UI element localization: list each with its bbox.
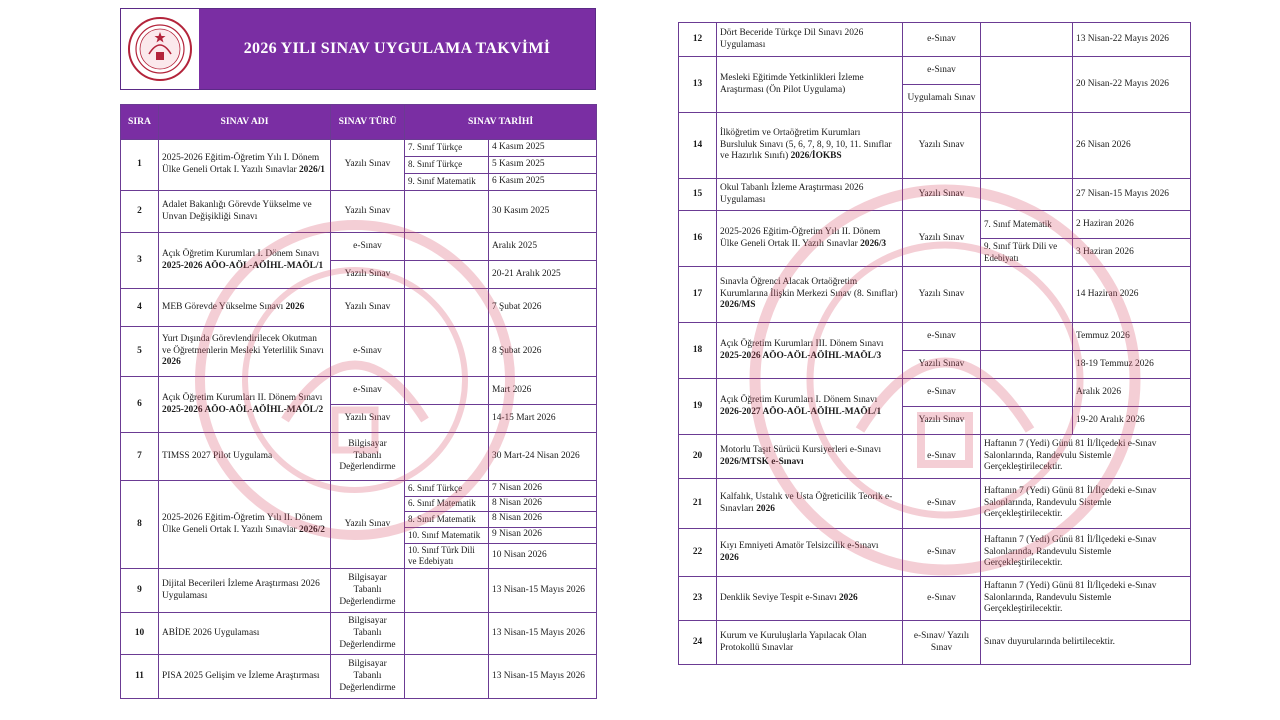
exam-date: 19-20 Aralık 2026: [1073, 407, 1191, 435]
sub-exam-label: 10. Sınıf Matematik: [405, 527, 489, 543]
exam-date: 8 Nisan 2026: [489, 497, 597, 512]
sub-exam-label: 8. Sınıf Türkçe: [405, 157, 489, 174]
exam-name-cell: [159, 377, 331, 433]
exam-name-cell: [159, 289, 331, 327]
exam-name: Açık Öğretim Kurumları II. Dönem Sınavı: [162, 392, 323, 403]
exam-date: Sınav duyurularında belirtilecektir.: [981, 621, 1191, 665]
row-number: 5: [121, 327, 159, 377]
exam-code: 2026: [162, 357, 181, 368]
exam-date: Haftanın 7 (Yedi) Günü 81 İl/İlçedeki e-Sınav Salonlarında, Randevulu Sistemle Gerçekleştirilecektir.: [981, 577, 1191, 621]
table-row: [121, 613, 597, 655]
table-row: [679, 57, 1191, 85]
row-number: 10: [121, 613, 159, 655]
row-number: 23: [679, 577, 717, 621]
row-number: 7: [121, 433, 159, 481]
exam-name: MEB Görevde Yükselme Sınavı: [162, 301, 286, 312]
exam-date: Aralık 2025: [489, 233, 597, 261]
exam-name-cell: [717, 435, 903, 479]
exam-type: e-Sınav: [903, 577, 981, 621]
exam-name: Mesleki Eğitimde Yetkinlikleri İzleme Araştırması (Ön Pilot Uygulama): [720, 72, 864, 95]
empty-cell: [405, 613, 489, 655]
exam-type: Yazılı Sınav: [903, 351, 981, 379]
exam-type: e-Sınav: [903, 479, 981, 529]
exam-date: Mart 2026: [489, 377, 597, 405]
exam-type: Yazılı Sınav: [903, 407, 981, 435]
empty-cell: [981, 323, 1073, 351]
exam-code: 2026/3: [860, 238, 887, 249]
exam-name-cell: [159, 613, 331, 655]
exam-type: e-Sınav: [331, 327, 405, 377]
exam-name: Açık Öğretim Kurumları III. Dönem Sınavı: [720, 338, 884, 349]
exam-name-cell: [717, 621, 903, 665]
row-number: 9: [121, 569, 159, 613]
exam-code: 2026-2027 AÖO-AÖL-AÖİHL-MAÖL/1: [720, 406, 882, 417]
row-number: 12: [679, 23, 717, 57]
table-row: [121, 191, 597, 233]
exam-name-cell: [717, 211, 903, 267]
empty-cell: [405, 191, 489, 233]
row-number: 14: [679, 113, 717, 179]
exam-type: Bilgisayar Tabanlı Değerlendirme: [331, 433, 405, 481]
header-sira: SIRA: [121, 105, 159, 140]
exam-name-cell: [159, 233, 331, 289]
sub-exam-label: 7. Sınıf Türkçe: [405, 140, 489, 157]
header-sinav-tarihi: SINAV TARİHİ: [405, 105, 597, 140]
exam-name-cell: [159, 655, 331, 699]
empty-cell: [405, 289, 489, 327]
row-number: 21: [679, 479, 717, 529]
exam-name: 2025-2026 Eğitim-Öğretim Yılı I. Dönem Ülke Geneli Ortak I. Yazılı Sınavlar: [162, 153, 320, 175]
empty-cell: [405, 261, 489, 289]
exam-code: 2026/2: [298, 524, 325, 535]
page-title: 2026 YILI SINAV UYGULAMA TAKVİMİ: [199, 9, 595, 89]
row-number: 17: [679, 267, 717, 323]
empty-cell: [405, 377, 489, 405]
row-number: 4: [121, 289, 159, 327]
exam-type: Yazılı Sınav: [331, 261, 405, 289]
exam-name: Yurt Dışında Görevlendirilecek Okutman ve Öğretmenlerin Mesleki Yeterlilik Sınavı: [162, 333, 324, 356]
table-row: [121, 327, 597, 377]
exam-date: 4 Kasım 2025: [489, 140, 597, 157]
exam-date: 13 Nisan-15 Mayıs 2026: [489, 569, 597, 613]
exam-code: 2025-2026 AÖO-AÖL-AÖİHL-MAÖL/3: [720, 350, 882, 361]
empty-cell: [981, 351, 1073, 379]
exam-type: Yazılı Sınav: [331, 481, 405, 569]
exam-type: Bilgisayar Tabanlı Değerlendirme: [331, 569, 405, 613]
exam-type: Yazılı Sınav: [331, 289, 405, 327]
exam-date: 20-21 Aralık 2025: [489, 261, 597, 289]
left-page: [120, 8, 596, 699]
exam-name: Dört Beceride Türkçe Dil Sınavı 2026 Uygulaması: [720, 27, 864, 50]
table-row: [679, 211, 1191, 239]
row-number: 6: [121, 377, 159, 433]
exam-code: 2026: [838, 592, 858, 603]
exam-date: 2 Haziran 2026: [1073, 211, 1191, 239]
exam-name: Açık Öğretim Kurumları I. Dönem Sınavı: [720, 394, 878, 405]
exam-name: Kıyı Emniyeti Amatör Telsizcilik e-Sınavı: [720, 540, 879, 551]
table-row: [679, 23, 1191, 57]
exam-name: ABİDE 2026 Uygulaması: [162, 627, 260, 638]
exam-name: Okul Tabanlı İzleme Araştırması 2026 Uygulaması: [720, 182, 864, 205]
exam-type: Yazılı Sınav: [903, 179, 981, 211]
empty-cell: [981, 57, 1073, 113]
exam-date: 7 Nisan 2026: [489, 481, 597, 497]
exam-date: 13 Nisan-15 Mayıs 2026: [489, 655, 597, 699]
sub-exam-label: 7. Sınıf Matematik: [981, 211, 1073, 239]
table-row: [679, 323, 1191, 351]
exam-name-cell: [159, 140, 331, 191]
exam-code: 2026: [720, 552, 739, 563]
table-row: [121, 233, 597, 261]
exam-name: Açık Öğretim Kurumları I. Dönem Sınavı: [162, 248, 320, 259]
exam-code: 2026: [756, 503, 775, 514]
exam-date: 20 Nisan-22 Mayıs 2026: [1073, 57, 1191, 113]
exam-name: Motorlu Taşıt Sürücü Kursiyerleri e-Sınavı: [720, 444, 882, 455]
exam-date: 14-15 Mart 2026: [489, 405, 597, 433]
exam-type: e-Sınav: [903, 435, 981, 479]
exam-type: e-Sınav: [903, 529, 981, 577]
exam-date: 7 Şubat 2026: [489, 289, 597, 327]
exam-name-cell: [159, 433, 331, 481]
row-number: 19: [679, 379, 717, 435]
exam-date: 13 Nisan-15 Mayıs 2026: [489, 613, 597, 655]
exam-name: Sınavla Öğrenci Alacak Ortaöğretim Kurumlarına İlişkin Merkezi Sınav (8. Sınıflar): [720, 276, 898, 299]
table-row: [121, 569, 597, 613]
sub-exam-label: 6. Sınıf Türkçe: [405, 481, 489, 497]
row-number: 22: [679, 529, 717, 577]
exam-name: Dijital Becerileri İzleme Araştırması 2026 Uygulaması: [162, 579, 320, 601]
exam-date: Haftanın 7 (Yedi) Günü 81 İl/İlçedeki e-Sınav Salonlarında, Randevulu Sistemle Gerçekleştirilecektir.: [981, 479, 1191, 529]
row-number: 18: [679, 323, 717, 379]
exam-table-right: [678, 22, 1191, 665]
exam-name-cell: [717, 23, 903, 57]
exam-date: 8 Şubat 2026: [489, 327, 597, 377]
exam-name: Kurum ve Kuruluşlarla Yapılacak Olan Protokollü Sınavlar: [720, 630, 867, 653]
exam-date: 10 Nisan 2026: [489, 543, 597, 569]
exam-name-cell: [159, 569, 331, 613]
exam-name-cell: [717, 577, 903, 621]
exam-date: 26 Nisan 2026: [1073, 113, 1191, 179]
exam-name: İlköğretim ve Ortaöğretim Kurumları Bursluluk Sınavı (5, 6, 7, 8, 9, 10, 11. Sınıflar ve Hazırlık Sınıfı): [720, 127, 892, 162]
exam-name: TIMSS 2027 Pilot Uygulama: [162, 450, 273, 461]
exam-type: Yazılı Sınav: [903, 113, 981, 179]
exam-name: 2025-2026 Eğitim-Öğretim Yılı II. Dönem Ülke Geneli Ortak I. Yazılı Sınavlar: [162, 512, 323, 535]
document-header: [120, 8, 596, 90]
exam-name: Adalet Bakanlığı Görevde Yükselme ve Unvan Değişikliği Sınavı: [162, 199, 312, 222]
exam-type: Bilgisayar Tabanlı Değerlendirme: [331, 613, 405, 655]
exam-name-cell: [717, 529, 903, 577]
exam-name-cell: [717, 57, 903, 113]
exam-name: 2025-2026 Eğitim-Öğretim Yılı II. Dönem Ülke Geneli Ortak II. Yazılı Sınavlar: [720, 226, 881, 249]
exam-code: 2025-2026 AÖO-AÖL-AÖİHL-MAÖL/1: [162, 260, 324, 271]
row-number: 24: [679, 621, 717, 665]
exam-date: 8 Nisan 2026: [489, 511, 597, 527]
empty-cell: [405, 233, 489, 261]
empty-cell: [981, 113, 1073, 179]
exam-code: 2026: [285, 301, 305, 312]
exam-date: 13 Nisan-22 Mayıs 2026: [1073, 23, 1191, 57]
exam-type: Yazılı Sınav: [331, 140, 405, 191]
exam-code: 2026/İOKBS: [790, 151, 842, 162]
empty-cell: [405, 569, 489, 613]
table-row: [679, 113, 1191, 179]
header-sinav-turu: SINAV TÜRÜ: [331, 105, 405, 140]
row-number: 8: [121, 481, 159, 569]
exam-name-cell: [159, 481, 331, 569]
table-row: [679, 577, 1191, 621]
exam-date: 3 Haziran 2026: [1073, 239, 1191, 267]
exam-type: Yazılı Sınav: [331, 191, 405, 233]
exam-name-cell: [159, 191, 331, 233]
exam-name-cell: [717, 179, 903, 211]
exam-type: e-Sınav: [331, 377, 405, 405]
exam-name: Denklik Seviye Tespit e-Sınavı: [720, 592, 839, 603]
exam-type: Yazılı Sınav: [903, 211, 981, 267]
table-row: [679, 379, 1191, 407]
exam-date: 6 Kasım 2025: [489, 174, 597, 191]
table-row: [679, 435, 1191, 479]
table-row: [679, 179, 1191, 211]
exam-name-cell: [717, 323, 903, 379]
exam-date: 18-19 Temmuz 2026: [1073, 351, 1191, 379]
exam-date: Temmuz 2026: [1073, 323, 1191, 351]
exam-name-cell: [159, 327, 331, 377]
exam-type: e-Sınav/ Yazılı Sınav: [903, 621, 981, 665]
empty-cell: [981, 179, 1073, 211]
empty-cell: [405, 433, 489, 481]
exam-type: e-Sınav: [903, 379, 981, 407]
table-row: [679, 267, 1191, 323]
exam-type: Yazılı Sınav: [331, 405, 405, 433]
exam-type: e-Sınav: [903, 57, 981, 85]
table-row: [121, 140, 597, 157]
exam-type: e-Sınav: [903, 23, 981, 57]
empty-cell: [981, 23, 1073, 57]
table-row: [679, 529, 1191, 577]
exam-code: 2026/1: [298, 165, 325, 175]
row-number: 16: [679, 211, 717, 267]
table-header-row: [121, 105, 597, 140]
empty-cell: [981, 379, 1073, 407]
exam-date: Haftanın 7 (Yedi) Günü 81 İl/İlçedeki e-Sınav Salonlarında, Randevulu Sistemle Gerçekleştirilecektir.: [981, 529, 1191, 577]
exam-date: 14 Haziran 2026: [1073, 267, 1191, 323]
table-row: [121, 377, 597, 405]
exam-date: 27 Nisan-15 Mayıs 2026: [1073, 179, 1191, 211]
empty-cell: [405, 405, 489, 433]
exam-date: 30 Kasım 2025: [489, 191, 597, 233]
sub-exam-label: 6. Sınıf Matematik: [405, 497, 489, 512]
row-number: 11: [121, 655, 159, 699]
row-number: 15: [679, 179, 717, 211]
row-number: 13: [679, 57, 717, 113]
table-row: [121, 433, 597, 481]
exam-code: 2026/MS: [720, 300, 756, 311]
exam-name-cell: [717, 113, 903, 179]
exam-name-cell: [717, 479, 903, 529]
exam-type: e-Sınav: [903, 323, 981, 351]
right-page: [678, 22, 1190, 665]
sub-exam-label: 9. Sınıf Türk Dili ve Edebiyatı: [981, 239, 1073, 267]
header-sinav-adi: SINAV ADI: [159, 105, 331, 140]
exam-type: e-Sınav: [331, 233, 405, 261]
table-row: [121, 289, 597, 327]
exam-date: Aralık 2026: [1073, 379, 1191, 407]
sub-exam-label: 10. Sınıf Türk Dili ve Edebiyatı: [405, 543, 489, 569]
row-number: 3: [121, 233, 159, 289]
row-number: 1: [121, 140, 159, 191]
row-number: 2: [121, 191, 159, 233]
table-row: [121, 655, 597, 699]
exam-type: Yazılı Sınav: [903, 267, 981, 323]
meb-seal-icon: [121, 10, 199, 88]
exam-name: Kalfalık, Ustalık ve Usta Öğreticilik Teorik e-Sınavları: [720, 491, 893, 514]
exam-code: 2026/MTSK e-Sınavı: [720, 456, 804, 467]
exam-type: Uygulamalı Sınav: [903, 85, 981, 113]
exam-name-cell: [717, 379, 903, 435]
table-row: [679, 621, 1191, 665]
exam-date: Haftanın 7 (Yedi) Günü 81 İl/İlçedeki e-Sınav Salonlarında, Randevulu Sistemle Gerçekleştirilecektir.: [981, 435, 1191, 479]
exam-type: Bilgisayar Tabanlı Değerlendirme: [331, 655, 405, 699]
exam-name: PISA 2025 Gelişim ve İzleme Araştırması: [162, 670, 320, 681]
exam-date: 30 Mart-24 Nisan 2026: [489, 433, 597, 481]
exam-date: 5 Kasım 2025: [489, 157, 597, 174]
sub-exam-label: 8. Sınıf Matematik: [405, 511, 489, 527]
table-row: [679, 479, 1191, 529]
empty-cell: [405, 327, 489, 377]
exam-date: 9 Nisan 2026: [489, 527, 597, 543]
table-row: [121, 481, 597, 497]
empty-cell: [405, 655, 489, 699]
exam-table-left: [120, 104, 597, 699]
empty-cell: [981, 407, 1073, 435]
empty-cell: [981, 267, 1073, 323]
sub-exam-label: 9. Sınıf Matematik: [405, 174, 489, 191]
row-number: 20: [679, 435, 717, 479]
exam-name-cell: [717, 267, 903, 323]
exam-code: 2025-2026 AÖO-AÖL-AÖİHL-MAÖL/2: [162, 404, 324, 415]
